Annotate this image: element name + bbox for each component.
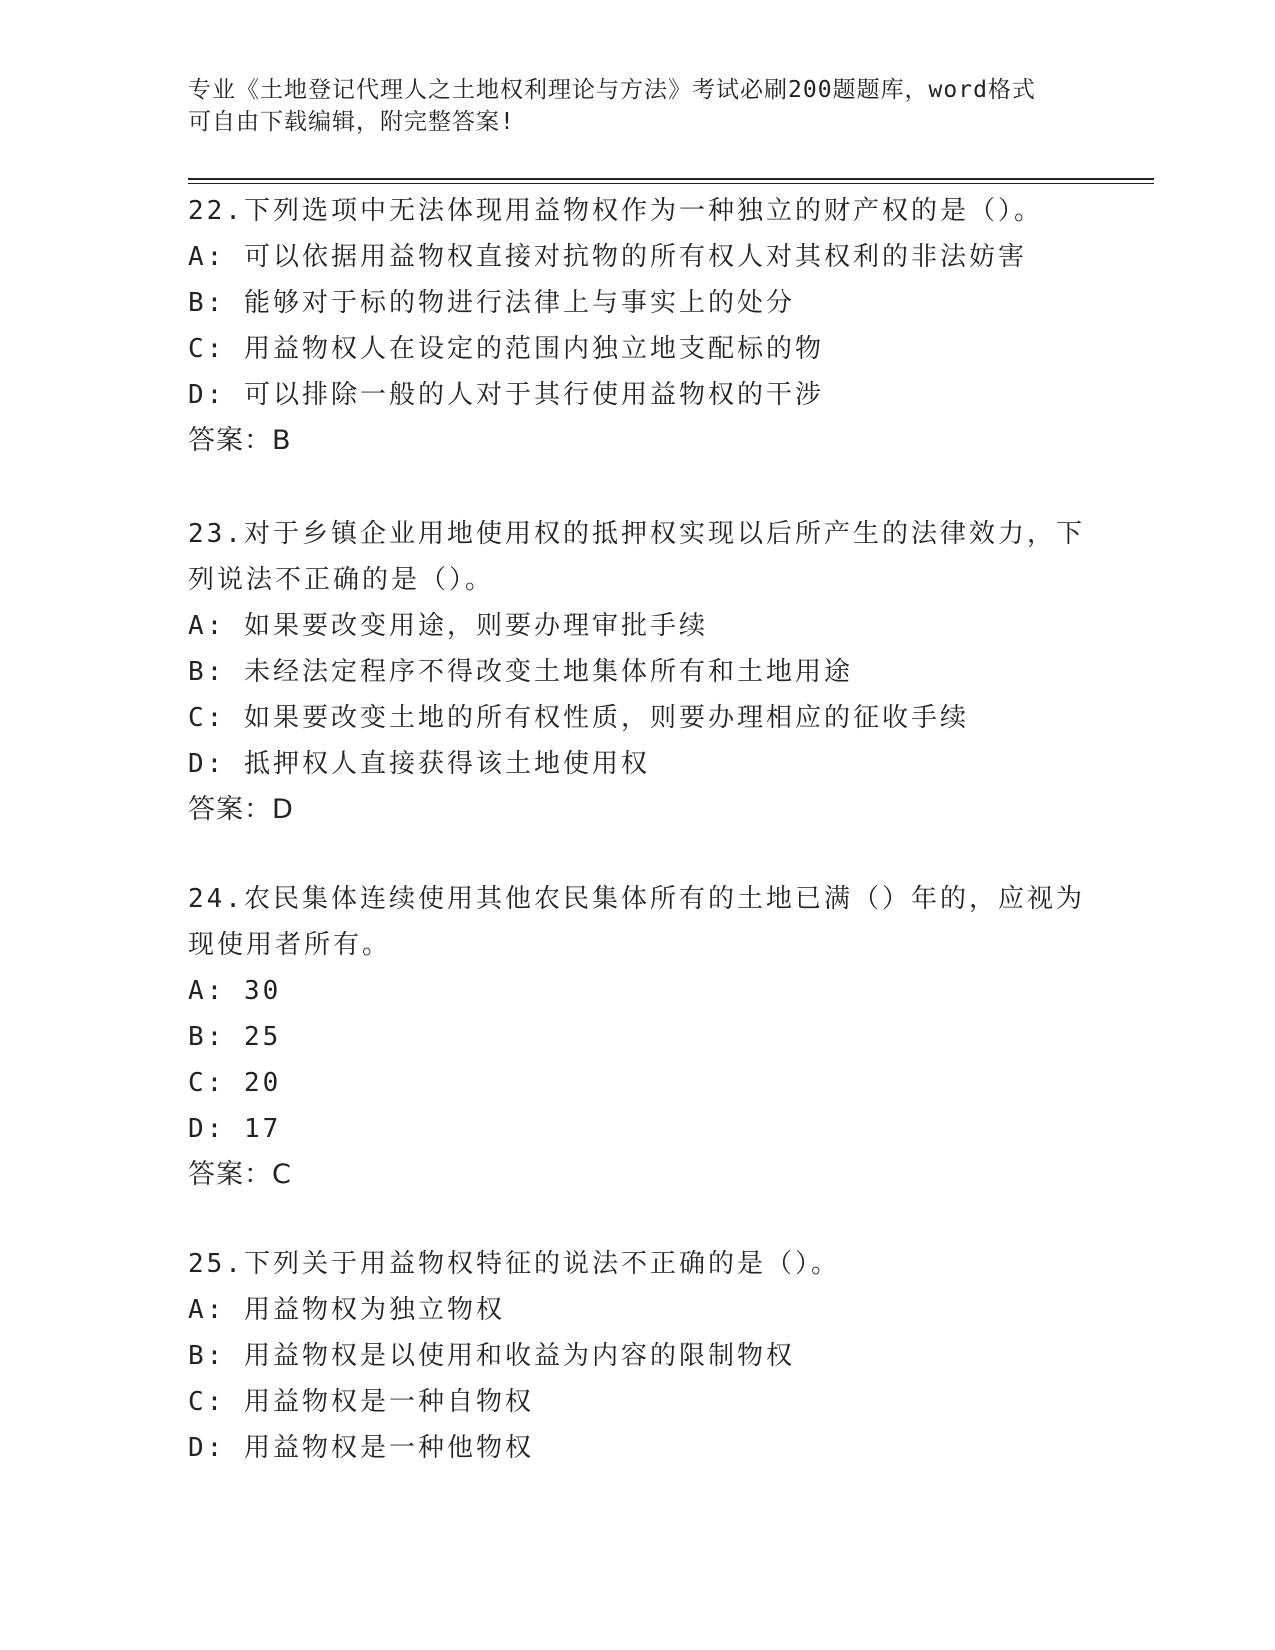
option-d: D: 抵押权人直接获得该土地使用权 — [188, 749, 650, 779]
option-d: D: 用益物权是一种他物权 — [188, 1433, 534, 1463]
option-a: A: 可以依据用益物权直接对抗物的所有权人对其权利的非法妨害 — [188, 242, 1027, 272]
answer: 答案：D — [188, 794, 294, 825]
question-25 — [188, 1241, 1088, 1471]
question-stem-line: 22.下列选项中无法体现用益物权作为一种独立的财产权的是（）。 — [188, 196, 1043, 226]
answer: 答案：C — [188, 1159, 292, 1190]
option-c: C: 用益物权人在设定的范围内独立地支配标的物 — [188, 334, 824, 364]
option-c: C: 用益物权是一种自物权 — [188, 1387, 534, 1417]
option-b: B: 用益物权是以使用和收益为内容的限制物权 — [188, 1341, 795, 1371]
question-stem-line: 现使用者所有。 — [188, 930, 392, 960]
question-stem — [188, 511, 1088, 603]
option-d: D: 17 — [188, 1114, 282, 1144]
question-23 — [188, 511, 1088, 833]
question-stem-line: 25.下列关于用益物权特征的说法不正确的是（）。 — [188, 1249, 840, 1279]
question-stem — [188, 876, 1088, 968]
option-b: B: 25 — [188, 1022, 282, 1052]
header-divider-thick — [188, 178, 1154, 180]
question-stem — [188, 1241, 1088, 1287]
question-stem — [188, 188, 1088, 234]
option-a: A: 30 — [188, 976, 282, 1006]
option-c: C: 如果要改变土地的所有权性质，则要办理相应的征收手续 — [188, 703, 969, 733]
answer: 答案：B — [188, 425, 292, 456]
header-divider-thin — [188, 183, 1154, 184]
option-a: A: 用益物权为独立物权 — [188, 1295, 505, 1325]
option-c: C: 20 — [188, 1068, 282, 1098]
option-a: A: 如果要改变用途，则要办理审批手续 — [188, 611, 708, 641]
question-24 — [188, 876, 1088, 1198]
document-header — [188, 74, 1088, 138]
option-b: B: 能够对于标的物进行法律上与事实上的处分 — [188, 288, 795, 318]
option-b: B: 未经法定程序不得改变土地集体所有和土地用途 — [188, 657, 853, 687]
question-stem-line: 23.对于乡镇企业用地使用权的抵押权实现以后所产生的法律效力，下 — [188, 519, 1085, 549]
option-d: D: 可以排除一般的人对于其行使用益物权的干涉 — [188, 380, 824, 410]
header-line-1: 专业《土地登记代理人之土地权利理论与方法》考试必刷200题题库，word格式 — [188, 77, 1036, 103]
header-line-2: 可自由下载编辑，附完整答案! — [188, 109, 515, 135]
question-stem-line: 列说法不正确的是（）。 — [188, 565, 495, 595]
question-22 — [188, 188, 1088, 464]
question-stem-line: 24.农民集体连续使用其他农民集体所有的土地已满（）年的，应视为 — [188, 884, 1085, 914]
